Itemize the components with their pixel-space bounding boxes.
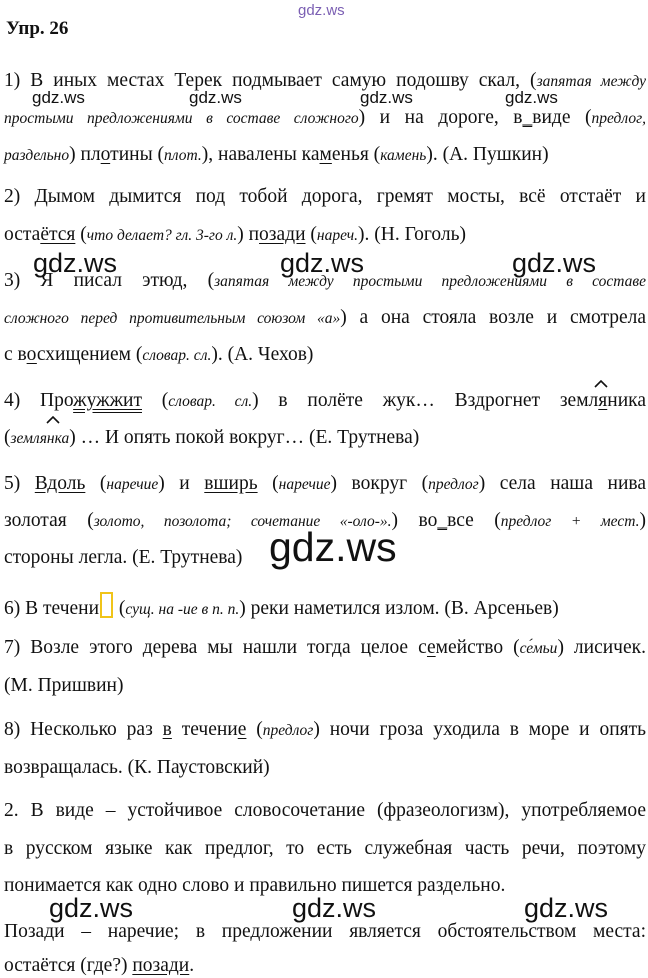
- comment: сложного перед противительным союзом «а»: [4, 310, 341, 327]
- underlined-letter: о: [26, 344, 37, 365]
- text-span: ) и на дороге, в: [358, 107, 523, 128]
- text-span: ) и: [158, 473, 205, 494]
- stress-caret-icon: [46, 416, 60, 424]
- sentence-5-line-1: [4, 473, 646, 495]
- note-2-line-2: в русском языке как предлог, то есть служебная часть речи, поэтому: [4, 838, 646, 859]
- text-span: ) а она стояла возле и смотрела: [340, 307, 646, 328]
- text-span: (: [4, 427, 11, 448]
- sentence-3-line-3: [4, 344, 313, 366]
- sentence-5-line-3: стороны легла. (Е. Трутнева): [4, 547, 243, 568]
- text-span: 6) В течени: [4, 598, 100, 619]
- comment: нареч.: [316, 227, 359, 244]
- exercise-title: Упр. 26: [6, 18, 69, 39]
- sentence-7-line-1: [4, 637, 646, 659]
- comment: простыми предложениями в составе сложного: [4, 110, 359, 127]
- text-span: ) села наша нива: [478, 473, 646, 494]
- watermark: gdz.ws: [524, 893, 609, 923]
- sentence-2-line-1: 2) Дымом дымится под тобой дорога, гремят мосты, всё отстаёт и: [4, 186, 646, 207]
- comment: запятая между: [536, 73, 646, 90]
- underlined-word: озади: [259, 224, 306, 245]
- sentence-1-line-3: [4, 144, 549, 166]
- comment: камень: [380, 147, 427, 164]
- text-span: остаётся (где?): [4, 955, 133, 976]
- ending-box-icon: [100, 592, 113, 618]
- sentence-8-line-1: [4, 719, 646, 741]
- text-span: ) вокруг (: [330, 473, 429, 494]
- underlined-letter: о: [100, 144, 111, 165]
- underlined-word: вширь: [204, 473, 258, 494]
- watermark: gdz.ws: [280, 248, 365, 278]
- text-span: (: [75, 224, 87, 245]
- separate-mark: _: [522, 107, 533, 128]
- watermark: gdz.ws: [512, 248, 597, 278]
- separate-mark: _: [437, 510, 448, 531]
- watermark: gdz.ws: [298, 2, 345, 19]
- note-3-line-1: Позади – наречие; в предложении является обстоятельством места:: [4, 921, 646, 942]
- sentence-4-line-2: [4, 427, 419, 449]
- comment: се́мьи: [519, 640, 558, 657]
- sentence-7-line-2: (М. Пришвин): [4, 675, 124, 696]
- text-span: мейство (: [435, 637, 520, 658]
- sentence-4-line-1: [4, 390, 646, 412]
- text-span: 5): [4, 473, 35, 494]
- text-span: ) в полёте жук… Вздрогнет земл: [252, 390, 599, 411]
- underlined-letter: м: [319, 144, 332, 165]
- comment: предлог: [428, 476, 479, 493]
- sentence-8-line-2: возвращалась. (К. Паустовский): [4, 757, 270, 778]
- underlined-word: жужжит: [73, 390, 142, 411]
- text-span: ) во: [391, 510, 438, 531]
- comment: словар. сл.: [168, 393, 253, 410]
- watermark: gdz.ws: [189, 88, 242, 107]
- text-span: (: [246, 719, 263, 740]
- comment: наречие: [106, 476, 159, 493]
- text-span: .: [189, 955, 195, 976]
- comment: нка: [46, 430, 70, 447]
- text-span: ) п: [237, 224, 260, 245]
- text-span: 8) Несколько раз: [4, 719, 163, 740]
- text-span: (: [114, 598, 126, 619]
- text-span: ника: [607, 390, 646, 411]
- text-span: (: [142, 390, 169, 411]
- text-span: золотая (: [4, 510, 94, 531]
- text-span: ), навалены ка: [201, 144, 320, 165]
- text-span: ) лисичек.: [557, 637, 646, 658]
- sentence-1-line-1: [4, 70, 646, 92]
- text-span: ). (Н. Гоголь): [358, 224, 467, 245]
- text-span: все (: [447, 510, 501, 531]
- comment: плот.: [164, 147, 202, 164]
- note-2-line-1: 2. В виде – устойчивое словосочетание (фразеологизм), употребляемое: [4, 800, 646, 821]
- text-span: 1) В иных местах Терек подмывает самую подошву скал, (: [4, 70, 537, 91]
- comment: золото, позолота; сочетание «-оло-».: [93, 513, 392, 530]
- text-span: 7) Возле этого дерева мы нашли тогда целое с: [4, 637, 427, 658]
- underlined-letter: е: [426, 637, 436, 658]
- comment: наречие: [278, 476, 331, 493]
- watermark: gdz.ws: [33, 248, 118, 278]
- underlined-word: в: [162, 719, 172, 740]
- watermark: gdz.ws: [292, 893, 377, 923]
- underlined-word: Вдоль: [34, 473, 86, 494]
- underlined-letter: е: [237, 719, 247, 740]
- text-span: течени: [171, 719, 238, 740]
- sentence-6: [4, 592, 559, 620]
- text-span: ). (А. Пушкин): [426, 144, 549, 165]
- text-span: ) пл: [69, 144, 101, 165]
- text-span: с в: [4, 344, 27, 365]
- comment: словар. сл.: [142, 347, 212, 364]
- sentence-2-line-2: [4, 224, 466, 246]
- comment: предлог: [262, 722, 314, 739]
- comment: запятая между простыми предложениями в составе: [214, 273, 646, 290]
- text-span: схищением (: [36, 344, 143, 365]
- sentence-5-line-2: [4, 510, 646, 532]
- text-span: 3) Я писал этюд, (: [4, 270, 215, 291]
- note-3-line-2: [4, 955, 194, 977]
- sentence-1-line-2: [4, 107, 646, 129]
- text-span: 4) Про: [4, 390, 74, 411]
- text-span: тины (: [110, 144, 165, 165]
- comment: сущ. на -ие в п. п.: [125, 601, 240, 618]
- watermark: gdz.ws: [32, 88, 85, 107]
- comment: раздельно: [4, 147, 70, 164]
- text-span: (: [257, 473, 279, 494]
- watermark: gdz.ws: [505, 88, 558, 107]
- sentence-3-line-1: [4, 270, 646, 292]
- text-span: ) … И опять покой вокруг… (Е. Трутнева): [69, 427, 420, 448]
- text-span: ) ночи гроза уходила в море и опять: [313, 719, 647, 740]
- text-span: ). (А. Чехов): [211, 344, 314, 365]
- stress-caret-icon: [594, 380, 608, 388]
- comment: предлог + мест.: [500, 513, 640, 530]
- watermark: gdz.ws: [360, 88, 413, 107]
- underlined-letter: я: [598, 390, 608, 411]
- comment: предлог,: [591, 110, 646, 127]
- comment: земля: [10, 430, 47, 447]
- text-span: оста: [4, 224, 41, 245]
- watermark: gdz.ws: [49, 893, 134, 923]
- note-2-line-3: понимается как одно слово и правильно пишется раздельно.: [4, 875, 506, 896]
- text-span: ) реки наметился излом. (В. Арсеньев): [239, 598, 559, 619]
- sentence-3-line-2: [4, 307, 646, 329]
- underlined-word: позади: [132, 955, 190, 976]
- underlined-ending: ётся: [40, 224, 76, 245]
- text-span: виде (: [532, 107, 592, 128]
- text-span: (: [85, 473, 107, 494]
- text-span: ): [639, 510, 646, 531]
- watermark: gdz.ws: [269, 524, 397, 570]
- text-span: (: [305, 224, 317, 245]
- text-span: енья (: [331, 144, 381, 165]
- comment: что делает? гл. 3-го л.: [86, 227, 238, 244]
